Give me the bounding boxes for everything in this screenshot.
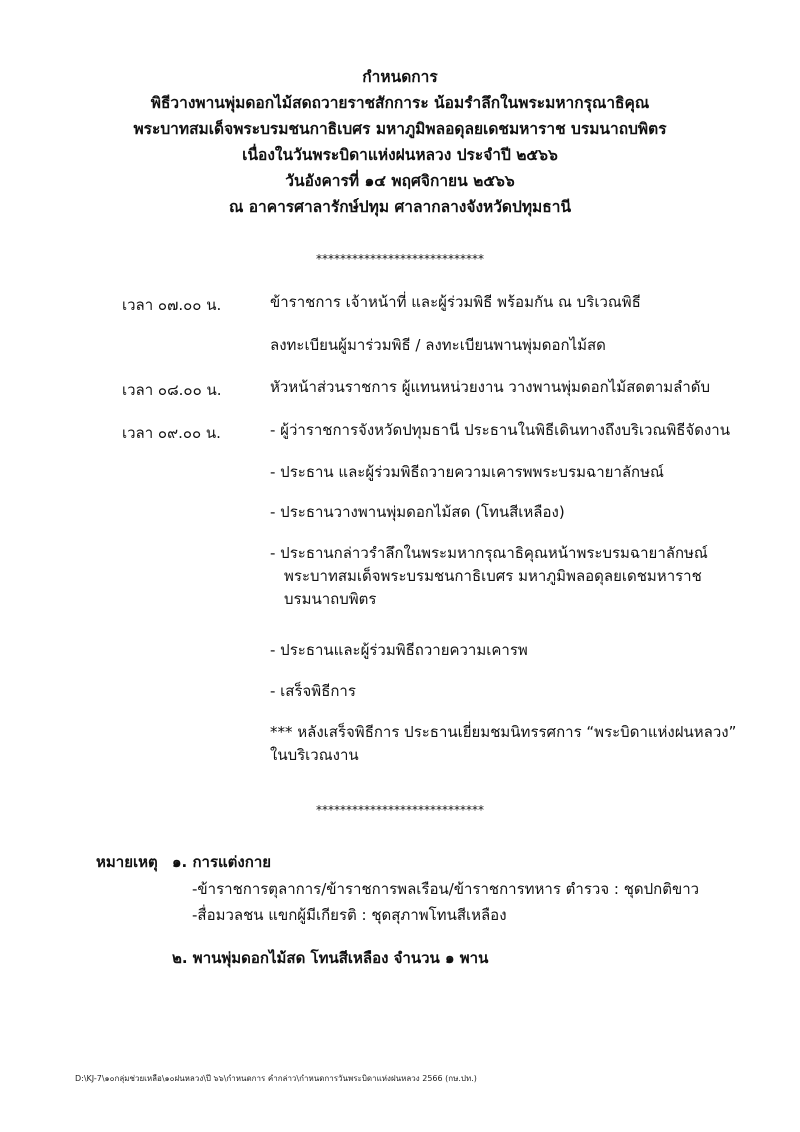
header-line-occasion: เนื่องในวันพระบิดาแห่งฝนหลวง ประจำปี ๒๕๖๖ <box>242 146 558 164</box>
schedule-item: - ประธานและผู้ร่วมพิธีถวายความเคารพ <box>270 641 528 659</box>
schedule-item <box>270 542 775 611</box>
notes-heading: หมายเหตุ <box>96 853 158 871</box>
schedule-line: - ประธานกล่าวรำลึกในพระมหากรุณาธิคุณหน้าพระบรมฉายาลักษณ์ <box>270 544 708 562</box>
header-line-king: พระบาทสมเด็จพระบรมชนกาธิเบศร มหาภูมิพลอดุลยเดชมหาราช บรมนาถบพิตร <box>133 120 667 138</box>
schedule-item: ลงทะเบียนผู้มาร่วมพิธี / ลงทะเบียนพานพุ่มดอกไม้สด <box>270 336 606 354</box>
header-title: กำหนดการ <box>362 68 438 86</box>
schedule-item: - ประธานวางพานพุ่มดอกไม้สด (โทนสีเหลือง) <box>270 503 565 521</box>
note-dress-guests: -สื่อมวลชน แขกผู้มีเกียรติ : ชุดสุภาพโทนสีเหลือง <box>192 906 507 924</box>
note-flowers-title: ๒. พานพุ่มดอกไม้สด โทนสีเหลือง จำนวน ๑ พาน <box>172 949 489 967</box>
schedule-line: บรมนาถบพิตร <box>284 590 377 608</box>
time-label-0900: เวลา ๐๙.๐๐ น. <box>122 424 221 442</box>
time-label-0700: เวลา ๐๗.๐๐ น. <box>122 296 222 314</box>
schedule-line: พระบาทสมเด็จพระบรมชนกาธิเบศร มหาภูมิพลอดุลยเดชมหาราช <box>284 567 702 585</box>
schedule-item: หัวหน้าส่วนราชการ ผู้แทนหน่วยงาน วางพานพุ่มดอกไม้สดตามลำดับ <box>270 378 711 396</box>
schedule-item: ข้าราชการ เจ้าหน้าที่ และผู้ร่วมพิธี พร้อมกัน ณ บริเวณพิธี <box>270 293 641 311</box>
note-dress-title: ๑. การแต่งกาย <box>172 853 272 871</box>
schedule-item: - ประธาน และผู้ร่วมพิธีถวายความเคารพพระบรมฉายาลักษณ์ <box>270 463 664 481</box>
schedule-item: - เสร็จพิธีการ <box>270 682 356 700</box>
schedule-item: - ผู้ว่าราชการจังหวัดปทุมธานี ประธานในพิธีเดินทางถึงบริเวณพิธีจัดงาน <box>270 421 730 439</box>
separator-top: **************************** <box>316 252 484 266</box>
time-label-0800: เวลา ๐๘.๐๐ น. <box>122 381 222 399</box>
schedule-line: ในบริเวณงาน <box>270 746 359 764</box>
schedule-line: *** หลังเสร็จพิธีการ ประธานเยี่ยมชมนิทรรศการ “พระบิดาแห่งฝนหลวง” <box>270 723 737 741</box>
header-line-ceremony: พิธีวางพานพุ่มดอกไม้สดถวายราชสักการะ น้อมรำลึกในพระมหากรุณาธิคุณ <box>150 94 650 112</box>
note-dress-officials: -ข้าราชการตุลาการ/ข้าราชการพลเรือน/ข้าราชการทหาร ตำรวจ : ชุดปกติขาว <box>192 880 700 898</box>
header-line-date: วันอังคารที่ ๑๔ พฤศจิกายน ๒๕๖๖ <box>285 172 515 190</box>
separator-bottom: **************************** <box>316 803 484 817</box>
header-line-venue: ณ อาคารศาลารักษ์ปทุม ศาลากลางจังหวัดปทุมธานี <box>228 198 572 216</box>
schedule-item <box>270 721 775 767</box>
file-path-footer: D:\KJ-7\๑๐กลุ่มช่วยเหลือ\๑๐ฝนหลวง\ปี ๖๖\กำหนดการ คำกล่าว\กำหนดการวันพระบิดาแห่งฝนหลวง 2566 (กษ.ปท.) <box>75 1074 477 1083</box>
